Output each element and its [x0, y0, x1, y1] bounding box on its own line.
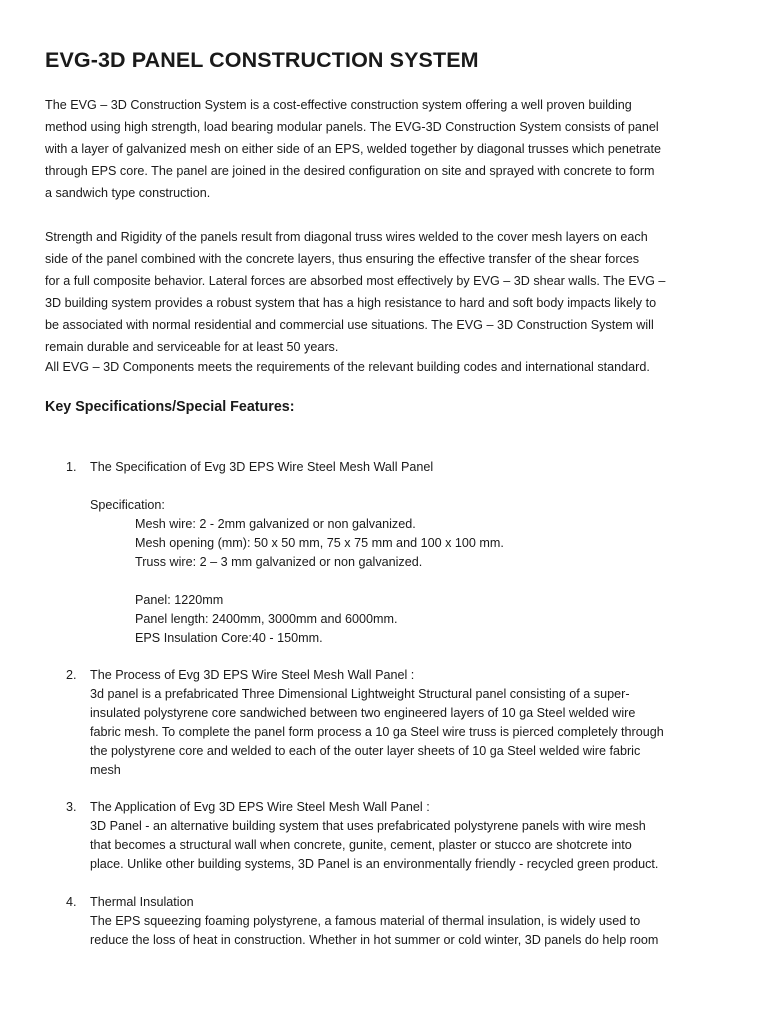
- list-item-heading: The Specification of Evg 3D EPS Wire Steel Mesh Wall Panel: [90, 460, 434, 474]
- list-item-body: [90, 798, 736, 874]
- text-line: 3D Panel - an alternative building system that uses prefabricated polystyrene panels with wire mesh: [90, 819, 646, 833]
- text-line: method using high strength, load bearing modular panels. The EVG-3D Construction System consists of panel: [45, 120, 659, 134]
- list-item-heading: The Process of Evg 3D EPS Wire Steel Mesh Wall Panel :: [90, 668, 415, 682]
- strength-paragraph: [45, 226, 735, 358]
- text-line: Strength and Rigidity of the panels result from diagonal truss wires welded to the cover mesh layers on each: [45, 230, 648, 244]
- list-number: 1.: [66, 460, 77, 474]
- list-item-heading: The Application of Evg 3D EPS Wire Steel Mesh Wall Panel :: [90, 800, 430, 814]
- spec-label: Specification:: [90, 498, 165, 512]
- text-line: be associated with normal residential and commercial use situations. The EVG – 3D Construction System will: [45, 318, 654, 332]
- panel-line: Panel length: 2400mm, 3000mm and 6000mm.: [135, 612, 398, 626]
- panel-line: EPS Insulation Core:40 - 150mm.: [135, 631, 323, 645]
- spec-line: Truss wire: 2 – 3 mm galvanized or non galvanized.: [135, 555, 423, 569]
- text-line: the polystyrene core and welded to each of the outer layer sheets of 10 ga Steel welded wire fabric: [90, 744, 641, 758]
- text-line: side of the panel combined with the concrete layers, thus ensuring the effective transfer of the shear forces: [45, 252, 640, 266]
- features-heading: Key Specifications/Special Features:: [45, 399, 295, 415]
- list-number: 4.: [66, 895, 77, 909]
- text-line: reduce the loss of heat in construction. Whether in hot summer or cold winter, 3D panels do help room: [90, 933, 659, 947]
- text-line: mesh: [90, 763, 121, 777]
- list-item-body: [90, 458, 736, 648]
- text-line: through EPS core. The panel are joined in the desired configuration on site and sprayed with concrete to form: [45, 164, 655, 178]
- intro-paragraph: [45, 94, 735, 204]
- text-line: place. Unlike other building systems, 3D Panel is an environmentally friendly - recycled green product.: [90, 857, 659, 871]
- text-line: with a layer of galvanized mesh on either side of an EPS, welded together by diagonal trusses which penetrate: [45, 142, 662, 156]
- list-number: 2.: [66, 668, 77, 682]
- list-item-body: [90, 893, 736, 950]
- text-line: for a full composite behavior. Lateral forces are absorbed most effectively by EVG – 3D shear walls. The EVG –: [45, 274, 666, 288]
- list-item-body: [90, 666, 736, 780]
- list-number: 3.: [66, 800, 77, 814]
- text-line: remain durable and serviceable for at least 50 years.: [45, 340, 339, 354]
- components-paragraph: [45, 356, 735, 378]
- page-title: EVG-3D PANEL CONSTRUCTION SYSTEM: [45, 48, 479, 72]
- text-line: The EPS squeezing foaming polystyrene, a famous material of thermal insulation, is widely used to: [90, 914, 641, 928]
- text-line: fabric mesh. To complete the panel form process a 10 ga Steel wire truss is pierced completely through: [90, 725, 664, 739]
- spec-line: Mesh opening (mm): 50 x 50 mm, 75 x 75 mm and 100 x 100 mm.: [135, 536, 504, 550]
- list-item-heading: Thermal Insulation: [90, 895, 194, 909]
- spec-line: Mesh wire: 2 - 2mm galvanized or non galvanized.: [135, 517, 416, 531]
- text-line: All EVG – 3D Components meets the requirements of the relevant building codes and international standard.: [45, 360, 650, 374]
- text-line: that becomes a structural wall when concrete, gunite, cement, plaster or stucco are shotcrete into: [90, 838, 632, 852]
- text-line: 3D building system provides a robust system that has a high resistance to hard and soft body impacts likely to: [45, 296, 657, 310]
- text-line: insulated polystyrene core sandwiched between two engineered layers of 10 ga Steel welded wire: [90, 706, 636, 720]
- panel-line: Panel: 1220mm: [135, 593, 224, 607]
- text-line: The EVG – 3D Construction System is a cost-effective construction system offering a well proven building: [45, 98, 632, 112]
- text-line: a sandwich type construction.: [45, 186, 211, 200]
- text-line: 3d panel is a prefabricated Three Dimensional Lightweight Structural panel consisting of a super-: [90, 687, 630, 701]
